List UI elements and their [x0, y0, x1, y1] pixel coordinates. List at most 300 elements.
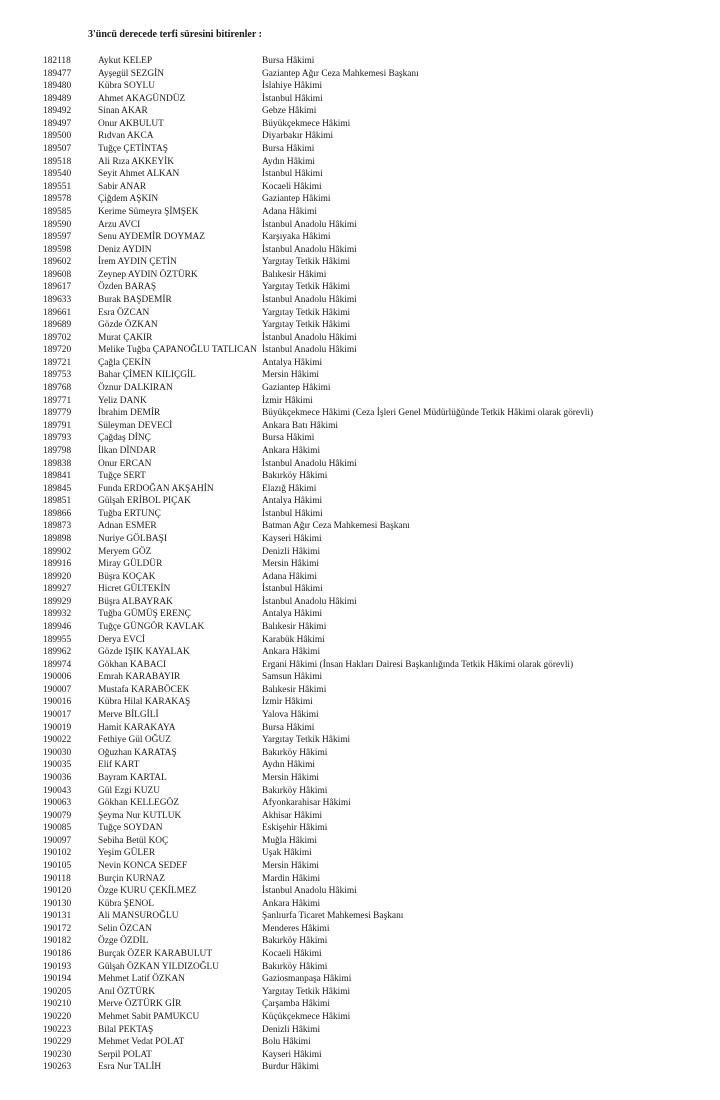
position-title: Gaziantep Ağır Ceza Mahkemesi Başkanı	[262, 68, 419, 79]
person-name: Tuğçe SERT	[98, 471, 146, 482]
person-name: Ayşegül SEZGİN	[98, 68, 165, 79]
position-title: Kocaeli Hâkimi	[262, 949, 322, 960]
person-name: Seyit Ahmet ALKAN	[98, 169, 180, 180]
sicil-number: 189721	[43, 357, 72, 368]
person-name: Ahmet AKAGÜNDÜZ	[98, 93, 186, 104]
sicil-number: 189578	[43, 194, 72, 205]
list-item	[0, 483, 720, 496]
list-item	[0, 344, 720, 357]
person-name: Melike Tuğba ÇAPANOĞLU TATLICAN	[98, 345, 257, 356]
position-title: İstanbul Anadolu Hâkimi	[262, 596, 357, 607]
position-title: Büyükçekmece Hâkimi	[262, 118, 351, 129]
sicil-number: 189798	[43, 445, 72, 456]
person-name: Zeynep AYDIN ÖZTÜRK	[98, 269, 198, 280]
person-name: Serpil POLAT	[98, 1049, 152, 1060]
list-item	[0, 1036, 720, 1049]
person-name: Adnan ESMER	[98, 521, 157, 532]
position-title: Mersin Hâkimi	[262, 559, 320, 570]
person-name: Çiğdem AŞKIN	[98, 194, 159, 205]
person-name: Esra Nur TALİH	[98, 1062, 162, 1073]
sicil-number: 189661	[43, 307, 72, 318]
position-title: Samsun Hâkimi	[262, 672, 323, 683]
sicil-number: 189597	[43, 232, 72, 243]
sicil-number: 190230	[43, 1049, 72, 1060]
list-item	[0, 722, 720, 735]
sicil-number: 189492	[43, 106, 72, 117]
person-name: Bahar ÇİMEN KILIÇGİL	[98, 370, 196, 381]
person-name: İbrahim DEMİR	[98, 408, 161, 419]
position-title: Adana Hâkimi	[262, 206, 317, 217]
position-title: Antalya Hâkimi	[262, 496, 323, 507]
person-name: Murat ÇAKIR	[98, 332, 153, 343]
position-title: Ankara Hâkimi	[262, 647, 321, 658]
position-title: Bursa Hâkimi	[262, 144, 315, 155]
list-item	[0, 307, 720, 320]
sicil-number: 189489	[43, 93, 72, 104]
sicil-number: 189920	[43, 571, 72, 582]
list-item	[0, 822, 720, 835]
position-title: Muğla Hâkimi	[262, 835, 317, 846]
list-item	[0, 583, 720, 596]
list-item	[0, 546, 720, 559]
list-item	[0, 231, 720, 244]
list-item	[0, 395, 720, 408]
sicil-number: 190022	[43, 735, 72, 746]
person-name: Sinan AKAR	[98, 106, 148, 117]
sicil-number: 189753	[43, 370, 72, 381]
list-item	[0, 759, 720, 772]
person-name: Büşra KOÇAK	[98, 571, 156, 582]
list-item	[0, 998, 720, 1011]
sicil-number: 190079	[43, 810, 72, 821]
list-item	[0, 973, 720, 986]
position-title: İzmir Hâkimi	[262, 697, 313, 708]
position-title: Ankara Hâkimi	[262, 445, 321, 456]
sicil-number: 189720	[43, 345, 72, 356]
sicil-number: 189477	[43, 68, 72, 79]
person-name: Emrah KARABAYIR	[98, 672, 181, 683]
position-title: Aydın Hâkimi	[262, 760, 316, 771]
position-title: Mersin Hâkimi	[262, 861, 320, 871]
list-item	[0, 684, 720, 697]
sicil-number: 190131	[43, 911, 72, 922]
position-title: Yargıtay Tetkik Hâkimi	[262, 320, 351, 331]
sicil-number: 189929	[43, 596, 72, 607]
person-name: Funda ERDOĞAN AKŞAHİN	[98, 483, 214, 494]
position-title: Yargıtay Tetkik Hâkimi	[262, 735, 351, 746]
sicil-number: 189974	[43, 659, 72, 670]
sicil-number: 189633	[43, 294, 72, 305]
sicil-number: 190030	[43, 747, 72, 758]
sicil-number: 189898	[43, 533, 72, 544]
sicil-number: 189866	[43, 508, 72, 519]
sicil-number: 189768	[43, 383, 72, 394]
position-title: Yargıtay Tetkik Hâkimi	[262, 257, 351, 268]
sicil-number: 190210	[43, 999, 72, 1010]
list-item	[0, 470, 720, 483]
sicil-number: 189946	[43, 622, 72, 633]
list-item	[0, 923, 720, 936]
sicil-number: 189791	[43, 420, 72, 431]
position-title: Bakırköy Hâkimi	[262, 936, 328, 947]
position-title: Aydın Hâkimi	[262, 156, 316, 167]
list-item	[0, 910, 720, 923]
list-item	[0, 634, 720, 647]
person-name: Bayram KARTAL	[98, 772, 167, 783]
position-title: Uşak Hâkimi	[262, 848, 312, 859]
person-name: Çağla ÇEKİN	[98, 357, 151, 368]
list-item	[0, 332, 720, 345]
person-name: Şeyma Nur KUTLUK	[98, 810, 182, 821]
list-item	[0, 986, 720, 999]
person-name: Çağdaş DİNÇ	[98, 433, 151, 444]
sicil-number: 189518	[43, 156, 72, 167]
position-title: İstanbul Anadolu Hâkimi	[262, 244, 357, 255]
sicil-number: 190007	[43, 684, 72, 695]
position-title: Ankara Batı Hâkimi	[262, 420, 339, 431]
sicil-number: 190172	[43, 923, 72, 934]
person-name: Burçak ÖZER KARABULUT	[98, 949, 213, 960]
position-title: Karşıyaka Hâkimi	[262, 232, 331, 243]
position-title: İstanbul Anadolu Hâkimi	[262, 886, 357, 897]
person-name: Kübra SOYLU	[98, 81, 156, 92]
position-title: Antalya Hâkimi	[262, 357, 323, 368]
list-item	[0, 961, 720, 974]
list-item	[0, 55, 720, 68]
position-title: Gebze Hâkimi	[262, 106, 317, 117]
sicil-number: 189500	[43, 131, 72, 142]
list-item	[0, 520, 720, 533]
person-name: Nuriye GÖLBAŞI	[98, 533, 168, 544]
person-name: Sabir ANAR	[98, 181, 147, 192]
sicil-number: 189962	[43, 647, 72, 658]
sicil-number: 190019	[43, 722, 72, 733]
sicil-number: 190036	[43, 772, 72, 783]
list-item	[0, 244, 720, 257]
person-name: Merve ÖZTÜRK GİR	[98, 999, 182, 1010]
person-name: Ali MANSUROĞLU	[98, 911, 179, 922]
list-item	[0, 1061, 720, 1074]
list-item	[0, 533, 720, 546]
list-item	[0, 948, 720, 961]
position-title: İstanbul Hâkimi	[262, 169, 323, 180]
position-title: İstanbul Anadolu Hâkimi	[262, 219, 357, 230]
sicil-number: 189916	[43, 559, 72, 570]
person-name: Nevin KONCA SEDEF	[98, 861, 188, 871]
list-item	[0, 281, 720, 294]
position-title: Büyükçekmece Hâkimi (Ceza İşleri Genel Müdürlüğünde Tetkik Hâkimi olarak görevli)	[262, 408, 594, 419]
position-title: İzmir Hâkimi	[262, 395, 313, 406]
person-name: Gökhan KELLEGÖZ	[98, 798, 179, 809]
position-title: İstanbul Anadolu Hâkimi	[262, 332, 357, 343]
position-title: Şanlıurfa Ticaret Mahkemesi Başkanı	[262, 911, 404, 922]
person-name: Burak BAŞDEMİR	[98, 294, 172, 305]
person-name: Onur AKBULUT	[98, 118, 164, 129]
list-item	[0, 873, 720, 886]
sicil-number: 189551	[43, 181, 72, 192]
position-title: Denizli Hâkimi	[262, 546, 321, 557]
position-title: Yalova Hâkimi	[262, 710, 319, 721]
list-item	[0, 130, 720, 143]
person-name: Esra ÖZCAN	[98, 307, 150, 318]
sicil-number: 190105	[43, 861, 72, 871]
list-item	[0, 659, 720, 672]
person-name: Tuğçe ÇETİNTAŞ	[98, 144, 168, 155]
sicil-number: 182118	[43, 56, 71, 66]
person-name: Yeliz DANK	[98, 395, 147, 406]
list-item	[0, 206, 720, 219]
sicil-number: 190229	[43, 1037, 72, 1048]
person-name: Süleyman DEVECİ	[98, 420, 173, 431]
list-item	[0, 558, 720, 571]
sicil-number: 189540	[43, 169, 72, 180]
person-name: Mehmet Vedat POLAT	[98, 1037, 185, 1048]
list-item	[0, 68, 720, 81]
person-name: Sebiha Betül KOÇ	[98, 835, 169, 846]
person-name: Arzu AVCI	[98, 219, 141, 230]
position-title: Afyonkarahisar Hâkimi	[262, 798, 351, 809]
position-title: Bursa Hâkimi	[262, 433, 315, 444]
sicil-number: 190085	[43, 823, 72, 834]
list-item	[0, 646, 720, 659]
list-item	[0, 407, 720, 420]
list-item	[0, 269, 720, 282]
person-name: Rıdvan AKCA	[98, 131, 154, 142]
person-name: Senu AYDEMİR DOYMAZ	[98, 232, 205, 243]
person-name: Deniz AYDIN	[98, 244, 152, 255]
person-name: Aykut KELEP	[98, 56, 153, 66]
person-name: Özden BARAŞ	[98, 282, 157, 293]
person-name: Gülşah ERİBOL PIÇAK	[98, 496, 191, 507]
list-item	[0, 810, 720, 823]
sicil-number: 190220	[43, 1011, 72, 1022]
sicil-number: 189779	[43, 408, 72, 419]
position-title: Denizli Hâkimi	[262, 1024, 321, 1035]
sicil-number: 189585	[43, 206, 72, 217]
list-item	[0, 860, 720, 873]
list-item	[0, 93, 720, 106]
sicil-number: 189598	[43, 244, 72, 255]
position-title: Burdur Hâkimi	[262, 1062, 320, 1073]
person-name: Burçin KURNAZ	[98, 873, 165, 884]
position-title: Gaziantep Hâkimi	[262, 383, 331, 394]
section-heading: 3'üncü derecede terfi süresini bitirenler :	[88, 29, 262, 40]
list-item	[0, 382, 720, 395]
person-name: Onur ERCAN	[98, 458, 152, 469]
list-item	[0, 898, 720, 911]
list-item	[0, 432, 720, 445]
sicil-number: 189793	[43, 433, 72, 444]
list-item	[0, 508, 720, 521]
person-name: Özge ÖZDİL	[98, 936, 149, 947]
sicil-number: 190130	[43, 898, 72, 909]
list-item	[0, 621, 720, 634]
position-title: Yargıtay Tetkik Hâkimi	[262, 307, 351, 318]
person-name: Kerime Sümeyra ŞİMŞEK	[98, 206, 199, 217]
person-name: Derya EVCİ	[98, 634, 146, 645]
sicil-number: 189602	[43, 257, 72, 268]
list-item	[0, 80, 720, 93]
sicil-number: 190017	[43, 710, 72, 721]
person-name: Özge KURU ÇEKİLMEZ	[98, 886, 197, 897]
list-item	[0, 495, 720, 508]
position-title: Mersin Hâkimi	[262, 370, 320, 381]
person-name: İrem AYDIN ÇETİN	[98, 257, 177, 268]
sicil-number: 189608	[43, 269, 72, 280]
sicil-number: 190186	[43, 949, 72, 960]
person-name: Fethiye Gül OĞUZ	[98, 735, 171, 746]
position-title: Balıkesir Hâkimi	[262, 269, 327, 280]
sicil-number: 190120	[43, 886, 72, 897]
sicil-number: 189851	[43, 496, 72, 507]
sicil-number: 190263	[43, 1062, 72, 1073]
person-name: Anıl ÖZTÜRK	[98, 986, 156, 997]
person-name: Mehmet Sabit PAMUKCU	[98, 1011, 200, 1022]
person-name: İlkan DİNDAR	[98, 445, 157, 456]
list-item	[0, 885, 720, 898]
list-item	[0, 319, 720, 332]
list-item	[0, 1024, 720, 1037]
person-name: Merve BİLGİLİ	[98, 710, 159, 721]
position-title: Akhisar Hâkimi	[262, 810, 323, 821]
person-name: Kübra Hilal KARAKAŞ	[98, 697, 191, 708]
person-name: Meryem GÖZ	[98, 546, 152, 557]
list-item	[0, 696, 720, 709]
position-title: Kayseri Hâkimi	[262, 533, 322, 544]
position-title: Balıkesir Hâkimi	[262, 684, 327, 695]
position-title: Bakırköy Hâkimi	[262, 747, 328, 758]
person-name: Miray GÜLDÜR	[98, 559, 163, 570]
person-name: Mehmet Latif ÖZKAN	[98, 974, 185, 985]
position-title: Bursa Hâkimi	[262, 56, 315, 66]
position-title: İstanbul Anadolu Hâkimi	[262, 294, 357, 305]
position-title: İstanbul Hâkimi	[262, 508, 323, 519]
sicil-number: 189873	[43, 521, 72, 532]
list-item	[0, 847, 720, 860]
list-item	[0, 785, 720, 798]
list-item	[0, 105, 720, 118]
list-item	[0, 256, 720, 269]
sicil-number: 189771	[43, 395, 72, 406]
position-title: Antalya Hâkimi	[262, 609, 323, 620]
position-title: Bolu Hâkimi	[262, 1037, 311, 1048]
position-title: Elazığ Hâkimi	[262, 483, 317, 494]
position-title: Batman Ağır Ceza Mahkemesi Başkanı	[262, 521, 410, 532]
position-title: Bakırköy Hâkimi	[262, 961, 328, 972]
sicil-number: 189702	[43, 332, 72, 343]
list-item	[0, 181, 720, 194]
position-title: Eskişehir Hâkimi	[262, 823, 328, 834]
position-title: Ankara Hâkimi	[262, 898, 321, 909]
list-item	[0, 747, 720, 760]
sicil-number: 189841	[43, 471, 72, 482]
position-title: İstanbul Anadolu Hâkimi	[262, 345, 357, 356]
sicil-number: 189689	[43, 320, 72, 331]
sicil-number: 189955	[43, 634, 72, 645]
list-item	[0, 168, 720, 181]
person-name: Selin ÖZCAN	[98, 923, 152, 934]
sicil-number: 189617	[43, 282, 72, 293]
position-title: İstanbul Anadolu Hâkimi	[262, 458, 357, 469]
person-name: Hamit KARAKAYA	[98, 722, 176, 733]
list-item	[0, 608, 720, 621]
personnel-list	[0, 55, 720, 1074]
person-name: Bilal PEKTAŞ	[98, 1024, 154, 1035]
position-title: Bursa Hâkimi	[262, 722, 315, 733]
person-name: Tuğçe GÜNGÖR KAVLAK	[98, 622, 205, 633]
person-name: Gülşah ÖZKAN YILDIZOĞLU	[98, 961, 219, 972]
sicil-number: 190097	[43, 835, 72, 846]
sicil-number: 190063	[43, 798, 72, 809]
person-name: Mustafa KARABÖCEK	[98, 684, 190, 695]
sicil-number: 190043	[43, 785, 72, 796]
sicil-number: 190194	[43, 974, 72, 985]
position-title: Yargıtay Tetkik Hâkimi	[262, 282, 351, 293]
list-item	[0, 835, 720, 848]
person-name: Yeşim GÜLER	[98, 848, 156, 859]
list-item	[0, 935, 720, 948]
list-item	[0, 156, 720, 169]
list-item	[0, 219, 720, 232]
position-title: Mersin Hâkimi	[262, 772, 320, 783]
person-name: Gözde ÖZKAN	[98, 320, 158, 331]
person-name: Gökhan KABACI	[98, 659, 166, 670]
list-item	[0, 294, 720, 307]
position-title: Gaziosmanpaşa Hâkimi	[262, 974, 352, 985]
position-title: Çarşamba Hâkimi	[262, 999, 330, 1010]
person-name: Tuğba GÜMÜŞ ERENÇ	[98, 609, 191, 620]
sicil-number: 189932	[43, 609, 72, 620]
position-title: Kocaeli Hâkimi	[262, 181, 322, 192]
position-title: Menderes Hâkimi	[262, 923, 330, 934]
list-item	[0, 458, 720, 471]
person-name: Kübra ŞENOL	[98, 898, 154, 909]
sicil-number: 190102	[43, 848, 72, 859]
sicil-number: 190016	[43, 697, 72, 708]
person-name: Hicret GÜLTEKİN	[98, 584, 171, 595]
position-title: Bakırköy Hâkimi	[262, 785, 328, 796]
position-title: Balıkesir Hâkimi	[262, 622, 327, 633]
position-title: İslahiye Hâkimi	[262, 81, 323, 92]
sicil-number: 190193	[43, 961, 72, 972]
sicil-number: 190006	[43, 672, 72, 683]
person-name: Büşra ALBAYRAK	[98, 596, 173, 607]
sicil-number: 190205	[43, 986, 72, 997]
sicil-number: 189902	[43, 546, 72, 557]
person-name: Tuğçe SOYDAN	[98, 823, 163, 834]
list-item	[0, 709, 720, 722]
list-item	[0, 369, 720, 382]
person-name: Tuğba ERTUNÇ	[98, 508, 161, 519]
list-item	[0, 596, 720, 609]
position-title: Gaziantep Hâkimi	[262, 194, 331, 205]
list-item	[0, 772, 720, 785]
list-item	[0, 671, 720, 684]
sicil-number: 189845	[43, 483, 72, 494]
sicil-number: 189497	[43, 118, 72, 129]
person-name: Öznur DALKIRAN	[98, 383, 173, 394]
list-item	[0, 571, 720, 584]
sicil-number: 189507	[43, 144, 72, 155]
sicil-number: 189838	[43, 458, 72, 469]
person-name: Gül Ezgi KUZU	[98, 785, 160, 796]
position-title: İstanbul Hâkimi	[262, 93, 323, 104]
person-name: Ali Rıza AKKEYİK	[98, 156, 175, 167]
list-item	[0, 420, 720, 433]
position-title: Kayseri Hâkimi	[262, 1049, 322, 1060]
person-name: Gözde IŞIK KAYALAK	[98, 647, 190, 658]
list-item	[0, 1011, 720, 1024]
